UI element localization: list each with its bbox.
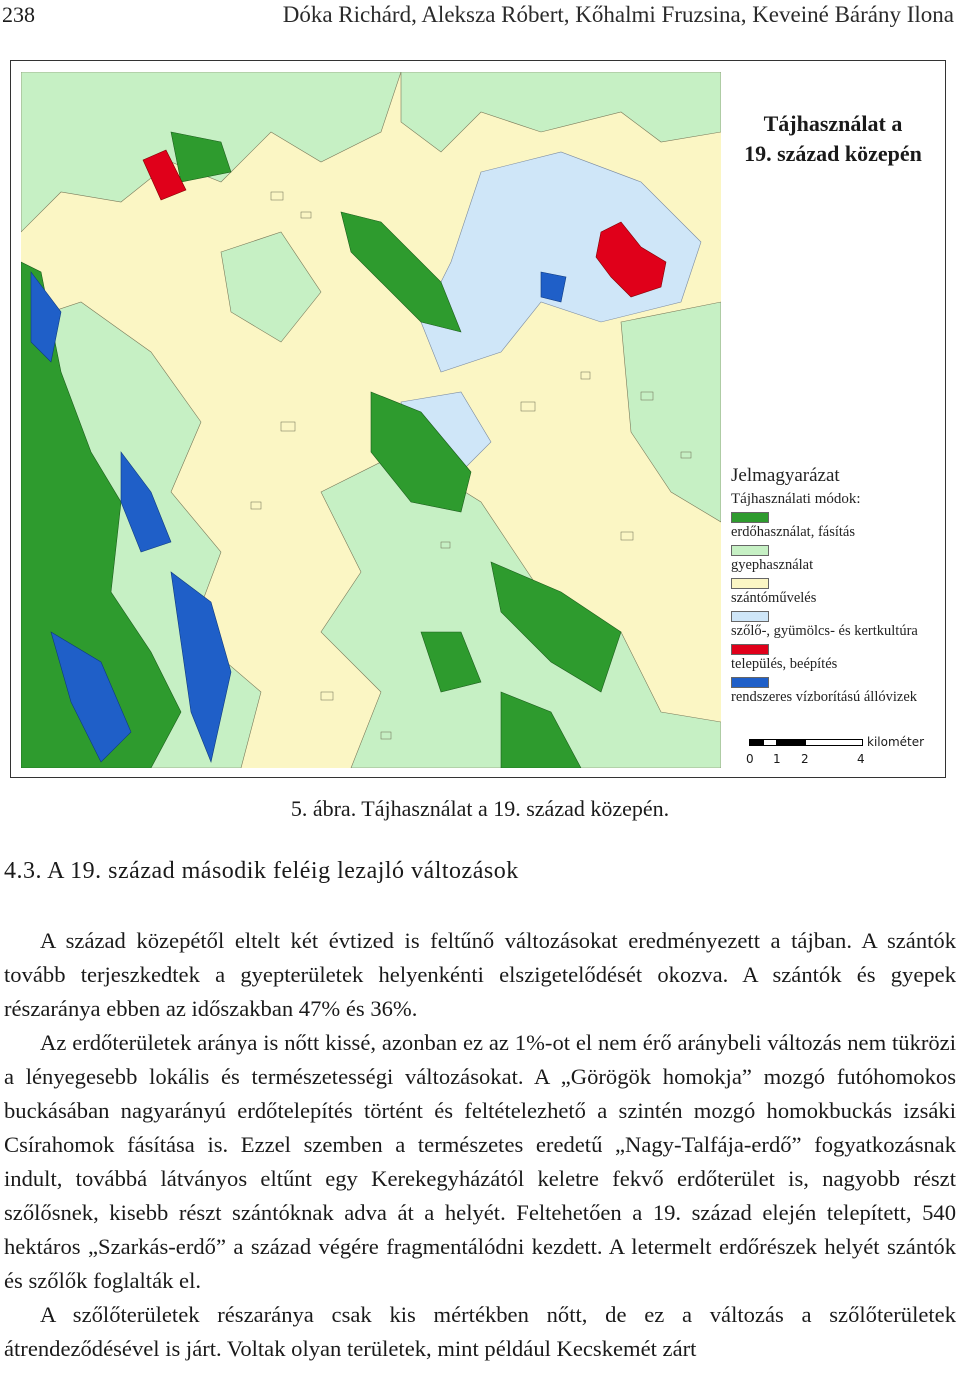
scale-segment bbox=[777, 739, 805, 746]
legend-label: rendszeres vízborítású állóvizek bbox=[731, 689, 918, 705]
legend-title: Jelmagyarázat bbox=[731, 465, 840, 486]
scale-tick: 4 bbox=[857, 752, 865, 766]
map-legend bbox=[731, 465, 941, 710]
legend-item-settlement bbox=[731, 644, 941, 677]
legend-label: szőlő-, gyümölcs- és kertkultúra bbox=[731, 623, 918, 639]
scale-segment bbox=[749, 739, 763, 746]
paragraph: A szőlőterületek részaránya csak kis mértékben nőtt, de ez a változás a szőlőterületek átrendeződésével is járt. Voltak olyan területek, mint például Kecskemét zárt bbox=[4, 1302, 956, 1361]
map-title bbox=[723, 109, 943, 169]
legend-subtitle: Tájhasználati módok: bbox=[731, 491, 861, 507]
figure-caption: 5. ábra. Tájhasználat a 19. század közepén. bbox=[290, 796, 670, 821]
scale-tick: 0 bbox=[746, 752, 754, 766]
land-use-map bbox=[21, 72, 721, 768]
legend-swatch bbox=[731, 644, 769, 655]
legend-item-grassland bbox=[731, 545, 941, 578]
legend-item-forest bbox=[731, 512, 941, 545]
body-text bbox=[4, 924, 956, 1366]
legend-item-arable bbox=[731, 578, 941, 611]
legend-swatch bbox=[731, 611, 769, 622]
legend-label: erdőhasználat, fásítás bbox=[731, 524, 856, 540]
scale-tick: 1 bbox=[773, 752, 781, 766]
scale-tick: 2 bbox=[801, 752, 809, 766]
scale-segment bbox=[805, 739, 863, 746]
paragraph: Az erdőterületek aránya is nőtt kissé, azonban ez az 1%-ot el nem érő aránybeli változás nem tükrözi a lényegesebb lokális és természetességi változásokat. A „Görögök homokja” mozgó futóhomokos buckásában nagyarányú erdőtelepítés történt és feltételezhető a szintén mozgó homokbuckás izsáki Csírahomok fásítása is. Ezzel szemben a természetes eredetű „Nagy-Talfája-erdő” fogyatkozásnak indult, továbbá látványos eltűnt egy Kerekegyházától keletre fekvő erdőterület is, nagyobb részt szőlősnek, kisebb részt szántóknak adva át a helyét. Feltehetően a 19. század elején telepített, 540 hektáros „Szarkás-erdő” a század végére fragmentálódni kezdett. A letermelt erdőrészek helyét szántók és szőlők foglalták el. bbox=[4, 1030, 956, 1293]
page-number: 238 bbox=[2, 2, 35, 27]
scale-segment bbox=[763, 739, 777, 746]
map-title-line2: 19. század közepén bbox=[744, 141, 922, 166]
legend-swatch bbox=[731, 578, 769, 589]
legend-label: szántóművelés bbox=[731, 590, 817, 606]
page-header bbox=[0, 0, 960, 34]
legend-item-vineyard bbox=[731, 611, 941, 644]
paragraph: A század közepétől eltelt két évtized is feltűnő változásokat eredményezett a tájban. A szántók tovább terjeszkedtek a gyepterületek helyenkénti elszigetelődését okozva. A szántók és gyepek részaránya ebben az időszakban 47% és 36%. bbox=[4, 928, 956, 1021]
scale-unit: kilométer bbox=[867, 735, 925, 749]
legend-swatch bbox=[731, 512, 769, 523]
scale-bar bbox=[746, 733, 949, 767]
figure-map bbox=[10, 60, 946, 778]
map-title-line1: Tájhasználat a bbox=[763, 111, 903, 136]
legend-swatch bbox=[731, 677, 769, 688]
legend-label: gyephasználat bbox=[731, 557, 814, 573]
section-heading: 4.3. A 19. század második feléig lezajló változások bbox=[4, 858, 519, 884]
running-head: Dóka Richárd, Aleksza Róbert, Kőhalmi Fruzsina, Keveiné Bárány Ilona bbox=[282, 2, 954, 27]
legend-label: település, beépítés bbox=[731, 656, 838, 672]
legend-item-water bbox=[731, 677, 941, 710]
legend-swatch bbox=[731, 545, 769, 556]
